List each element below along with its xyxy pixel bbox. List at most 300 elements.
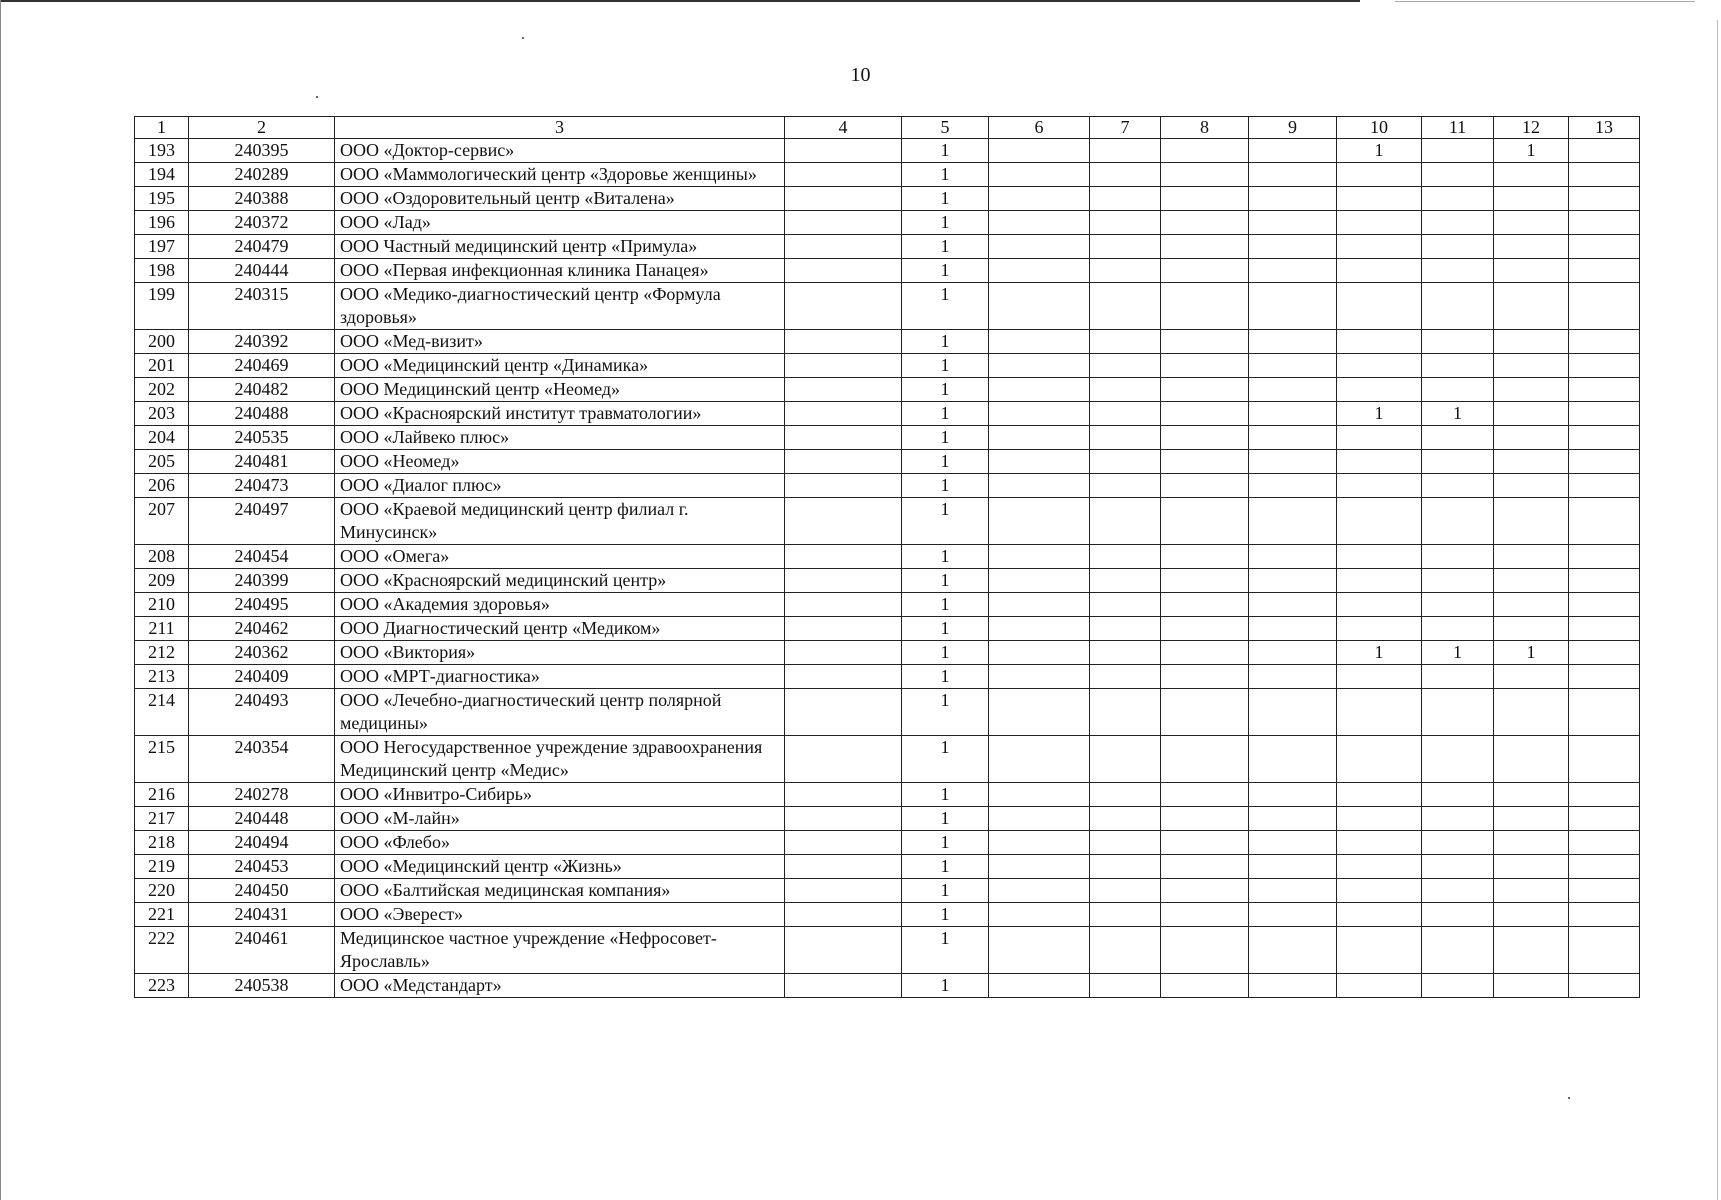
cell-col6 <box>989 855 1090 879</box>
cell-col4 <box>785 450 902 474</box>
cell-col6 <box>989 474 1090 498</box>
scan-edge-top <box>0 0 1360 2</box>
cell-col6 <box>989 187 1090 211</box>
table-row <box>135 354 1640 378</box>
cell-col13 <box>1569 330 1640 354</box>
cell-col11 <box>1422 831 1494 855</box>
cell-col11 <box>1422 689 1494 736</box>
scan-edge-right <box>1717 20 1718 1200</box>
cell-col4 <box>785 569 902 593</box>
column-header: 3 <box>335 117 785 139</box>
cell-col4 <box>785 283 902 330</box>
table-row <box>135 283 1640 330</box>
cell-col11 <box>1422 855 1494 879</box>
column-header: 12 <box>1494 117 1569 139</box>
row-number: 214 <box>135 689 189 736</box>
cell-col11 <box>1422 593 1494 617</box>
cell-col8 <box>1161 450 1249 474</box>
org-name: Медицинское частное учреждение «Нефросовет-Ярославль» <box>335 927 785 974</box>
cell-col10: 1 <box>1337 139 1422 163</box>
cell-col4 <box>785 545 902 569</box>
table-row <box>135 879 1640 903</box>
cell-col10 <box>1337 903 1422 927</box>
org-code: 240388 <box>189 187 335 211</box>
cell-col10 <box>1337 617 1422 641</box>
registry-table <box>134 116 1640 998</box>
cell-col12 <box>1494 378 1569 402</box>
cell-col13 <box>1569 974 1640 998</box>
cell-col6 <box>989 879 1090 903</box>
cell-col7 <box>1090 617 1161 641</box>
cell-col4 <box>785 354 902 378</box>
org-code: 240469 <box>189 354 335 378</box>
org-name: ООО «Диалог плюс» <box>335 474 785 498</box>
cell-col4 <box>785 689 902 736</box>
cell-col11: 1 <box>1422 641 1494 665</box>
cell-col9 <box>1249 927 1337 974</box>
cell-col10 <box>1337 807 1422 831</box>
cell-col5: 1 <box>902 641 989 665</box>
cell-col13 <box>1569 450 1640 474</box>
cell-col5: 1 <box>902 474 989 498</box>
cell-col6 <box>989 283 1090 330</box>
cell-col12 <box>1494 689 1569 736</box>
org-code: 240488 <box>189 402 335 426</box>
cell-col12 <box>1494 426 1569 450</box>
cell-col7 <box>1090 807 1161 831</box>
row-number: 212 <box>135 641 189 665</box>
cell-col6 <box>989 211 1090 235</box>
cell-col10: 1 <box>1337 402 1422 426</box>
table-row <box>135 617 1640 641</box>
cell-col8 <box>1161 927 1249 974</box>
cell-col11 <box>1422 569 1494 593</box>
table-row <box>135 903 1640 927</box>
column-header: 4 <box>785 117 902 139</box>
cell-col7 <box>1090 783 1161 807</box>
cell-col13 <box>1569 927 1640 974</box>
cell-col7 <box>1090 903 1161 927</box>
cell-col12 <box>1494 855 1569 879</box>
table-row <box>135 569 1640 593</box>
cell-col4 <box>785 783 902 807</box>
cell-col8 <box>1161 593 1249 617</box>
org-name: ООО «Медицинский центр «Жизнь» <box>335 855 785 879</box>
cell-col11 <box>1422 474 1494 498</box>
org-name: ООО «Оздоровительный центр «Виталена» <box>335 187 785 211</box>
cell-col13 <box>1569 736 1640 783</box>
cell-col7 <box>1090 187 1161 211</box>
cell-col10 <box>1337 783 1422 807</box>
cell-col5: 1 <box>902 879 989 903</box>
table-row <box>135 593 1640 617</box>
cell-col5: 1 <box>902 927 989 974</box>
org-code: 240399 <box>189 569 335 593</box>
org-code: 240462 <box>189 617 335 641</box>
org-code: 240354 <box>189 736 335 783</box>
row-number: 209 <box>135 569 189 593</box>
org-code: 240362 <box>189 641 335 665</box>
cell-col9 <box>1249 187 1337 211</box>
org-name: ООО «Эверест» <box>335 903 785 927</box>
cell-col4 <box>785 235 902 259</box>
row-number: 215 <box>135 736 189 783</box>
cell-col8 <box>1161 689 1249 736</box>
scan-speck <box>316 96 318 98</box>
cell-col4 <box>785 163 902 187</box>
org-code: 240461 <box>189 927 335 974</box>
cell-col4 <box>785 474 902 498</box>
cell-col11 <box>1422 354 1494 378</box>
cell-col13 <box>1569 617 1640 641</box>
row-number: 202 <box>135 378 189 402</box>
cell-col7 <box>1090 354 1161 378</box>
cell-col8 <box>1161 187 1249 211</box>
cell-col9 <box>1249 689 1337 736</box>
org-code: 240444 <box>189 259 335 283</box>
cell-col9 <box>1249 736 1337 783</box>
cell-col10 <box>1337 474 1422 498</box>
row-number: 208 <box>135 545 189 569</box>
org-code: 240372 <box>189 211 335 235</box>
cell-col4 <box>785 665 902 689</box>
cell-col8 <box>1161 163 1249 187</box>
cell-col10 <box>1337 665 1422 689</box>
row-number: 193 <box>135 139 189 163</box>
cell-col13 <box>1569 903 1640 927</box>
row-number: 204 <box>135 426 189 450</box>
cell-col6 <box>989 259 1090 283</box>
cell-col7 <box>1090 736 1161 783</box>
cell-col11 <box>1422 139 1494 163</box>
cell-col10 <box>1337 187 1422 211</box>
cell-col7 <box>1090 378 1161 402</box>
cell-col13 <box>1569 498 1640 545</box>
cell-col6 <box>989 689 1090 736</box>
cell-col9 <box>1249 283 1337 330</box>
org-name: ООО «М-лайн» <box>335 807 785 831</box>
cell-col10: 1 <box>1337 641 1422 665</box>
cell-col7 <box>1090 139 1161 163</box>
cell-col7 <box>1090 402 1161 426</box>
org-code: 240448 <box>189 807 335 831</box>
column-header: 13 <box>1569 117 1640 139</box>
cell-col11 <box>1422 665 1494 689</box>
column-header: 10 <box>1337 117 1422 139</box>
cell-col6 <box>989 783 1090 807</box>
cell-col11 <box>1422 974 1494 998</box>
table-row <box>135 235 1640 259</box>
cell-col10 <box>1337 498 1422 545</box>
cell-col6 <box>989 903 1090 927</box>
cell-col4 <box>785 593 902 617</box>
table-row <box>135 402 1640 426</box>
cell-col9 <box>1249 259 1337 283</box>
cell-col13 <box>1569 211 1640 235</box>
row-number: 201 <box>135 354 189 378</box>
cell-col13 <box>1569 163 1640 187</box>
scan-speck <box>1568 1097 1570 1099</box>
cell-col9 <box>1249 354 1337 378</box>
cell-col10 <box>1337 545 1422 569</box>
cell-col11 <box>1422 163 1494 187</box>
org-name: ООО Диагностический центр «Медиком» <box>335 617 785 641</box>
cell-col10 <box>1337 378 1422 402</box>
cell-col12 <box>1494 474 1569 498</box>
cell-col9 <box>1249 498 1337 545</box>
row-number: 219 <box>135 855 189 879</box>
cell-col5: 1 <box>902 665 989 689</box>
cell-col13 <box>1569 426 1640 450</box>
cell-col12 <box>1494 831 1569 855</box>
cell-col9 <box>1249 593 1337 617</box>
cell-col4 <box>785 736 902 783</box>
cell-col4 <box>785 378 902 402</box>
cell-col6 <box>989 641 1090 665</box>
cell-col13 <box>1569 831 1640 855</box>
org-code: 240453 <box>189 855 335 879</box>
cell-col4 <box>785 259 902 283</box>
cell-col5: 1 <box>902 235 989 259</box>
cell-col13 <box>1569 569 1640 593</box>
cell-col7 <box>1090 927 1161 974</box>
cell-col5: 1 <box>902 689 989 736</box>
cell-col4 <box>785 831 902 855</box>
cell-col12 <box>1494 187 1569 211</box>
cell-col6 <box>989 330 1090 354</box>
cell-col7 <box>1090 831 1161 855</box>
org-name: ООО «Первая инфекционная клиника Панацея» <box>335 259 785 283</box>
cell-col8 <box>1161 498 1249 545</box>
cell-col12 <box>1494 259 1569 283</box>
cell-col10 <box>1337 855 1422 879</box>
cell-col10 <box>1337 163 1422 187</box>
table-row <box>135 831 1640 855</box>
cell-col6 <box>989 569 1090 593</box>
cell-col12: 1 <box>1494 641 1569 665</box>
cell-col7 <box>1090 855 1161 879</box>
cell-col9 <box>1249 474 1337 498</box>
cell-col7 <box>1090 498 1161 545</box>
cell-col12 <box>1494 354 1569 378</box>
cell-col4 <box>785 187 902 211</box>
cell-col7 <box>1090 450 1161 474</box>
org-code: 240535 <box>189 426 335 450</box>
org-code: 240450 <box>189 879 335 903</box>
org-name: ООО «Медико-диагностический центр «Формула здоровья» <box>335 283 785 330</box>
cell-col11 <box>1422 330 1494 354</box>
table-row <box>135 378 1640 402</box>
cell-col13 <box>1569 283 1640 330</box>
org-code: 240409 <box>189 665 335 689</box>
cell-col5: 1 <box>902 378 989 402</box>
cell-col11 <box>1422 187 1494 211</box>
cell-col7 <box>1090 426 1161 450</box>
cell-col8 <box>1161 139 1249 163</box>
cell-col11 <box>1422 783 1494 807</box>
table-row <box>135 807 1640 831</box>
cell-col10 <box>1337 879 1422 903</box>
cell-col10 <box>1337 569 1422 593</box>
org-name: ООО Частный медицинский центр «Примула» <box>335 235 785 259</box>
cell-col11 <box>1422 426 1494 450</box>
cell-col9 <box>1249 903 1337 927</box>
org-code: 240494 <box>189 831 335 855</box>
cell-col4 <box>785 617 902 641</box>
cell-col8 <box>1161 378 1249 402</box>
org-name: ООО Негосударственное учреждение здравоохранения Медицинский центр «Медис» <box>335 736 785 783</box>
org-name: ООО «Медстандарт» <box>335 974 785 998</box>
row-number: 213 <box>135 665 189 689</box>
cell-col12 <box>1494 665 1569 689</box>
cell-col4 <box>785 498 902 545</box>
cell-col7 <box>1090 665 1161 689</box>
cell-col13 <box>1569 187 1640 211</box>
column-header: 6 <box>989 117 1090 139</box>
cell-col9 <box>1249 569 1337 593</box>
cell-col8 <box>1161 831 1249 855</box>
cell-col10 <box>1337 259 1422 283</box>
cell-col4 <box>785 974 902 998</box>
org-code: 240481 <box>189 450 335 474</box>
cell-col8 <box>1161 783 1249 807</box>
cell-col6 <box>989 378 1090 402</box>
cell-col8 <box>1161 426 1249 450</box>
cell-col11 <box>1422 498 1494 545</box>
cell-col9 <box>1249 426 1337 450</box>
cell-col4 <box>785 402 902 426</box>
cell-col9 <box>1249 211 1337 235</box>
cell-col10 <box>1337 450 1422 474</box>
cell-col5: 1 <box>902 831 989 855</box>
cell-col6 <box>989 736 1090 783</box>
row-number: 197 <box>135 235 189 259</box>
table-row <box>135 689 1640 736</box>
row-number: 194 <box>135 163 189 187</box>
column-header: 9 <box>1249 117 1337 139</box>
org-code: 240315 <box>189 283 335 330</box>
column-header: 1 <box>135 117 189 139</box>
row-number: 222 <box>135 927 189 974</box>
cell-col5: 1 <box>902 330 989 354</box>
table-row <box>135 736 1640 783</box>
cell-col6 <box>989 665 1090 689</box>
cell-col6 <box>989 354 1090 378</box>
cell-col6 <box>989 617 1090 641</box>
cell-col4 <box>785 879 902 903</box>
org-code: 240395 <box>189 139 335 163</box>
cell-col4 <box>785 903 902 927</box>
cell-col11 <box>1422 807 1494 831</box>
cell-col12 <box>1494 903 1569 927</box>
cell-col12 <box>1494 974 1569 998</box>
cell-col11 <box>1422 235 1494 259</box>
cell-col6 <box>989 593 1090 617</box>
org-code: 240392 <box>189 330 335 354</box>
org-name: ООО «Доктор-сервис» <box>335 139 785 163</box>
row-number: 203 <box>135 402 189 426</box>
cell-col9 <box>1249 545 1337 569</box>
cell-col13 <box>1569 259 1640 283</box>
cell-col13 <box>1569 783 1640 807</box>
cell-col6 <box>989 426 1090 450</box>
cell-col12 <box>1494 807 1569 831</box>
cell-col8 <box>1161 974 1249 998</box>
row-number: 198 <box>135 259 189 283</box>
org-code: 240479 <box>189 235 335 259</box>
row-number: 221 <box>135 903 189 927</box>
org-code: 240431 <box>189 903 335 927</box>
table-row <box>135 927 1640 974</box>
cell-col11 <box>1422 927 1494 974</box>
cell-col8 <box>1161 545 1249 569</box>
cell-col10 <box>1337 235 1422 259</box>
cell-col11 <box>1422 617 1494 641</box>
cell-col12 <box>1494 617 1569 641</box>
cell-col12 <box>1494 569 1569 593</box>
cell-col10 <box>1337 283 1422 330</box>
cell-col5: 1 <box>902 163 989 187</box>
cell-col8 <box>1161 402 1249 426</box>
cell-col9 <box>1249 330 1337 354</box>
cell-col9 <box>1249 450 1337 474</box>
org-code: 240278 <box>189 783 335 807</box>
column-header: 11 <box>1422 117 1494 139</box>
org-code: 240538 <box>189 974 335 998</box>
cell-col8 <box>1161 354 1249 378</box>
org-name: ООО «Маммологический центр «Здоровье женщины» <box>335 163 785 187</box>
row-number: 196 <box>135 211 189 235</box>
org-name: ООО «Мед-визит» <box>335 330 785 354</box>
scan-edge-top-faint <box>1395 1 1695 2</box>
org-name: ООО «Балтийская медицинская компания» <box>335 879 785 903</box>
cell-col9 <box>1249 235 1337 259</box>
cell-col10 <box>1337 426 1422 450</box>
org-code: 240473 <box>189 474 335 498</box>
org-name: ООО «Красноярский медицинский центр» <box>335 569 785 593</box>
table-row <box>135 426 1640 450</box>
cell-col6 <box>989 450 1090 474</box>
cell-col5: 1 <box>902 736 989 783</box>
cell-col9 <box>1249 783 1337 807</box>
row-number: 200 <box>135 330 189 354</box>
row-number: 205 <box>135 450 189 474</box>
cell-col7 <box>1090 259 1161 283</box>
row-number: 220 <box>135 879 189 903</box>
page-number: 10 <box>850 64 871 86</box>
cell-col8 <box>1161 641 1249 665</box>
cell-col7 <box>1090 283 1161 330</box>
cell-col12 <box>1494 402 1569 426</box>
cell-col5: 1 <box>902 593 989 617</box>
org-name: ООО Медицинский центр «Неомед» <box>335 378 785 402</box>
cell-col13 <box>1569 402 1640 426</box>
cell-col7 <box>1090 974 1161 998</box>
scan-edge-left <box>0 0 1 1200</box>
cell-col10 <box>1337 330 1422 354</box>
cell-col13 <box>1569 593 1640 617</box>
cell-col12 <box>1494 545 1569 569</box>
org-name: ООО «Омега» <box>335 545 785 569</box>
cell-col9 <box>1249 139 1337 163</box>
cell-col4 <box>785 855 902 879</box>
cell-col4 <box>785 211 902 235</box>
org-code: 240493 <box>189 689 335 736</box>
cell-col5: 1 <box>902 617 989 641</box>
cell-col8 <box>1161 665 1249 689</box>
cell-col6 <box>989 498 1090 545</box>
cell-col8 <box>1161 807 1249 831</box>
